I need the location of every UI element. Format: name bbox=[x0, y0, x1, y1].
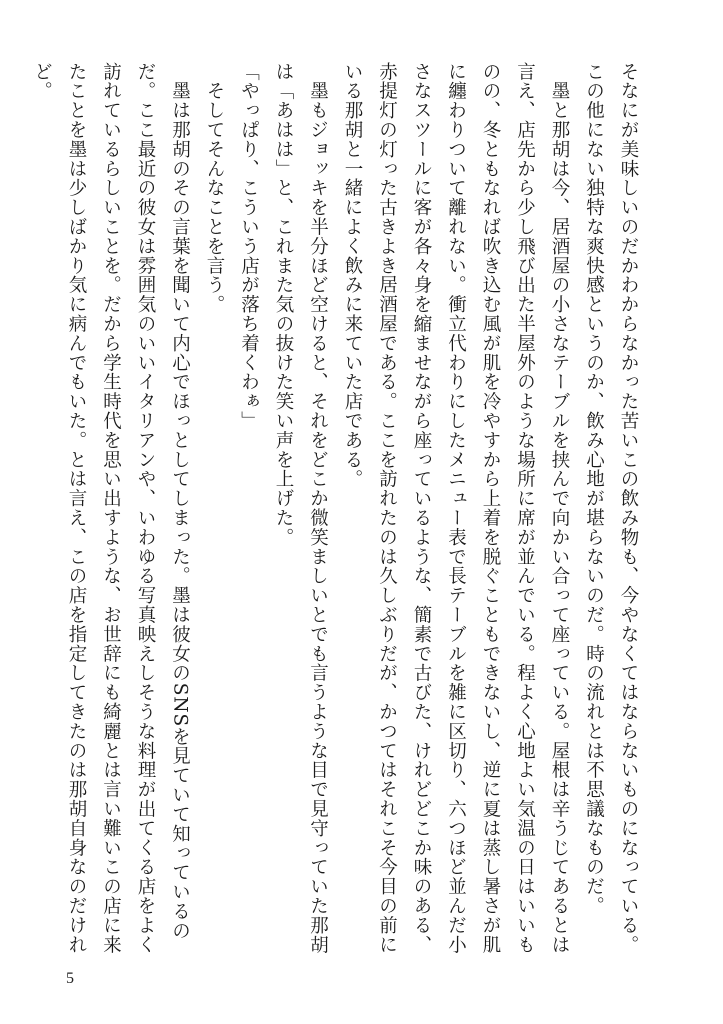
text-line: 訪れているらしいことを。だから学生時代を思い出すような、お世辞にも綺麗とは言い難いこの店に来 bbox=[100, 62, 122, 955]
page-number: 5 bbox=[66, 970, 74, 987]
text-line: 言え、店先から少し飛び出た半屋外のような場所に席が並んでいる。程よく心地よい気温の日はいいも bbox=[514, 62, 536, 955]
text-line: ど。 bbox=[31, 62, 53, 101]
text-line: に纏わりついて離れない。衝立代わりにしたメニュー表で長テーブルを雑に区切り、六つほど並んだ小 bbox=[445, 62, 467, 955]
text-line: そしてそんなことを言う。 bbox=[204, 62, 225, 315]
text-line: この他にない独特な爽快感というのか、飲み心地が堪らないのだ。時の流れとは不思議なものだ。 bbox=[583, 62, 605, 916]
text-line: 赤提灯の灯った古きよき居酒屋である。ここを訪れたのは久しぶりだが、かつてはそれこそ今目の前に bbox=[376, 62, 398, 955]
text-line: いる那胡と一緒によく飲みに来ていた店である。 bbox=[342, 62, 363, 489]
text-line: たことを墨は少しばかり気に病んでもいた。とは言え、この店を指定してきたのは那胡自身なのだけれ bbox=[66, 62, 87, 955]
text-line: 墨は那胡のその言葉を聞いて内心でほっとしてしまった。墨は彼女のSNSを見ていて知っているの bbox=[169, 62, 191, 941]
text-line: のの、冬ともなれば吹き込む風が肌を冷やすから上着を脱ぐこともできないし、逆に夏は蒸し暑さが肌 bbox=[480, 62, 501, 955]
text-line: は「あはは」と、これまた気の抜けた笑い声を上げた。 bbox=[273, 62, 294, 547]
text-line: 墨と那胡は今、居酒屋の小さなテーブルを挟んで向かい合って座っている。屋根は辛うじてあるとは bbox=[549, 62, 570, 955]
text-line: そなにが美味しいのだかわからなかった苦いこの飲み物も、今やなくてはならないものになっている。 bbox=[618, 62, 639, 955]
text-line: 墨もジョッキを半分ほど空けると、それをどこか微笑ましいとでも言うような目で見守っていた那胡 bbox=[307, 62, 329, 955]
text-line: 「やっぱり、こういう店が落ち着くわぁ」 bbox=[238, 62, 260, 431]
vertical-text-body bbox=[24, 62, 645, 962]
text-line: さなスツールに客が各々身を縮ませながら座っているような、簡素で古びた、けれどどこか味のある、 bbox=[411, 62, 432, 955]
text-line: だ。ここ最近の彼女は雰囲気のいいイタリアンや、いわゆる写真映えしそうな料理が出てくる店をよく bbox=[135, 62, 156, 955]
